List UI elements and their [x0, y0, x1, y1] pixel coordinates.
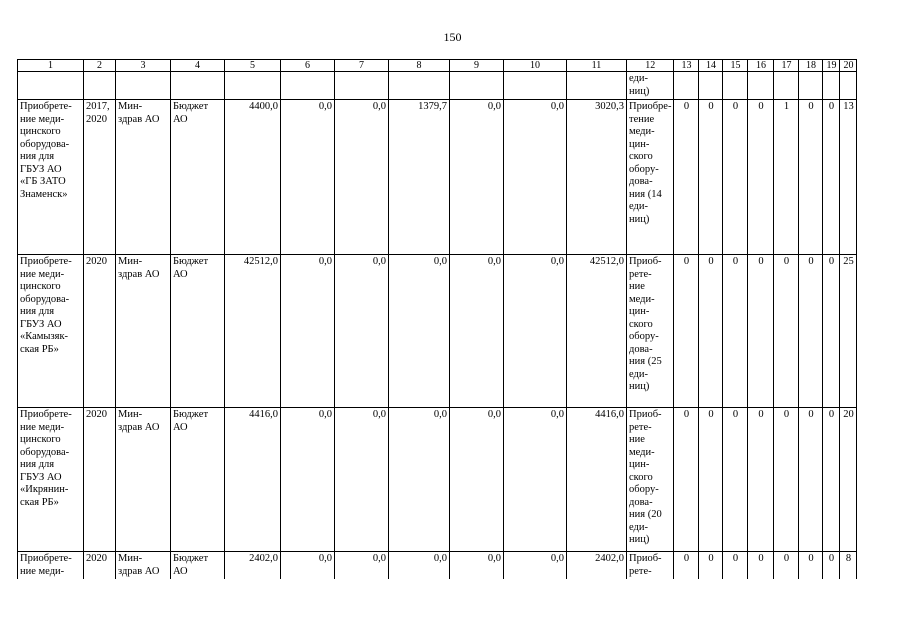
table-row: [18, 408, 857, 552]
column-header-7: 7: [335, 60, 389, 72]
cell-ind17: 0: [774, 255, 799, 408]
table-row: [18, 552, 857, 580]
cell-y2014: 0,0: [281, 408, 335, 552]
cell-y2020: 3020,3: [567, 100, 627, 255]
cell-executor: [116, 72, 171, 100]
cell-y2017: 0,0: [389, 552, 450, 580]
cell-y2018: 0,0: [450, 255, 504, 408]
cell-event-name: Приобрете- ние меди- цинского оборудова- ния для ГБУЗ АО «ГБ ЗАТО Знаменск»: [18, 100, 84, 255]
cell-ind18: [799, 72, 823, 100]
cell-result: Приоб- рете- ние меди- цин- ского обору- дова- ния (25 еди- ниц): [627, 255, 674, 408]
cell-y2019: [504, 72, 567, 100]
cell-event-name: Приобрете- ние меди- цинского оборудова- ния для ГБУЗ АО «Икрянин- ская РБ»: [18, 408, 84, 552]
column-header-14: 14: [699, 60, 723, 72]
cell-y2019: 0,0: [504, 255, 567, 408]
cell-event-name: Приобрете- ние меди- цинского оборудова- ния для ГБУЗ АО «Камызяк- ская РБ»: [18, 255, 84, 408]
cell-y2015: [335, 72, 389, 100]
cell-ind17: 0: [774, 552, 799, 580]
column-header-10: 10: [504, 60, 567, 72]
cell-y2019: 0,0: [504, 408, 567, 552]
cell-y2014: 0,0: [281, 255, 335, 408]
cell-ind13: 0: [674, 552, 699, 580]
column-header-19: 19: [823, 60, 840, 72]
cell-total: [225, 72, 281, 100]
cell-y2020: 2402,0: [567, 552, 627, 580]
cell-ind20: [840, 72, 857, 100]
column-header-12: 12: [627, 60, 674, 72]
cell-ind16: 0: [748, 408, 774, 552]
cell-executor: Мин- здрав АО: [116, 100, 171, 255]
table-body: [18, 60, 857, 580]
cell-executor: Мин- здрав АО: [116, 552, 171, 580]
column-header-17: 17: [774, 60, 799, 72]
cell-funding-source: Бюджет АО: [171, 408, 225, 552]
column-header-2: 2: [84, 60, 116, 72]
cell-y2017: [389, 72, 450, 100]
cell-funding-source: Бюджет АО: [171, 255, 225, 408]
cell-ind20: 13: [840, 100, 857, 255]
cell-ind19: 0: [823, 100, 840, 255]
cell-ind18: 0: [799, 100, 823, 255]
cell-ind14: 0: [699, 100, 723, 255]
table-row: [18, 255, 857, 408]
cell-y2018: 0,0: [450, 100, 504, 255]
column-header-20: 20: [840, 60, 857, 72]
column-header-15: 15: [723, 60, 748, 72]
cell-y2014: 0,0: [281, 100, 335, 255]
header-row: [18, 60, 857, 72]
cell-y2017: 1379,7: [389, 100, 450, 255]
column-header-3: 3: [116, 60, 171, 72]
cell-y2018: [450, 72, 504, 100]
cell-ind19: 0: [823, 255, 840, 408]
cell-funding-source: Бюджет АО: [171, 100, 225, 255]
page-number: 150: [443, 30, 462, 44]
cell-ind13: [674, 72, 699, 100]
cell-result: Приобре- тение меди- цин- ского обору- дова- ния (14 еди- ниц): [627, 100, 674, 255]
cell-y2014: [281, 72, 335, 100]
cell-ind16: 0: [748, 255, 774, 408]
cell-years: [84, 72, 116, 100]
cell-funding-source: [171, 72, 225, 100]
cell-total: 4416,0: [225, 408, 281, 552]
cell-ind15: 0: [723, 100, 748, 255]
cell-funding-source: Бюджет АО: [171, 552, 225, 580]
cell-ind16: 0: [748, 100, 774, 255]
cell-result: еди- ниц): [627, 72, 674, 100]
table-row: [18, 72, 857, 100]
column-header-18: 18: [799, 60, 823, 72]
column-header-1: 1: [18, 60, 84, 72]
cell-ind15: 0: [723, 408, 748, 552]
cell-total: 4400,0: [225, 100, 281, 255]
cell-ind14: 0: [699, 552, 723, 580]
cell-y2020: [567, 72, 627, 100]
cell-years: 2020: [84, 408, 116, 552]
cell-ind14: 0: [699, 255, 723, 408]
cell-ind14: 0: [699, 408, 723, 552]
cell-y2017: 0,0: [389, 255, 450, 408]
column-header-6: 6: [281, 60, 335, 72]
column-header-13: 13: [674, 60, 699, 72]
table-row: [18, 100, 857, 255]
cell-years: 2020: [84, 552, 116, 580]
cell-ind16: 0: [748, 552, 774, 580]
cell-ind19: 0: [823, 552, 840, 580]
cell-ind20: 8: [840, 552, 857, 580]
column-header-5: 5: [225, 60, 281, 72]
cell-ind18: 0: [799, 408, 823, 552]
cell-event-name: Приобрете- ние меди-: [18, 552, 84, 580]
cell-y2015: 0,0: [335, 255, 389, 408]
cell-ind18: 0: [799, 552, 823, 580]
cell-ind17: 1: [774, 100, 799, 255]
column-header-16: 16: [748, 60, 774, 72]
cell-ind17: [774, 72, 799, 100]
column-header-11: 11: [567, 60, 627, 72]
cell-y2014: 0,0: [281, 552, 335, 580]
cell-ind15: 0: [723, 552, 748, 580]
cell-event-name: [18, 72, 84, 100]
cell-total: 42512,0: [225, 255, 281, 408]
column-header-9: 9: [450, 60, 504, 72]
column-header-8: 8: [389, 60, 450, 72]
cell-y2017: 0,0: [389, 408, 450, 552]
cell-ind13: 0: [674, 100, 699, 255]
program-table: [17, 59, 857, 579]
cell-total: 2402,0: [225, 552, 281, 580]
cell-ind15: 0: [723, 255, 748, 408]
cell-y2019: 0,0: [504, 100, 567, 255]
cell-y2015: 0,0: [335, 552, 389, 580]
cell-ind13: 0: [674, 408, 699, 552]
cell-executor: Мин- здрав АО: [116, 408, 171, 552]
cell-executor: Мин- здрав АО: [116, 255, 171, 408]
cell-result: Приоб- рете- ние меди- цин- ского обору- дова- ния (20 еди- ниц): [627, 408, 674, 552]
cell-y2019: 0,0: [504, 552, 567, 580]
cell-ind19: [823, 72, 840, 100]
cell-ind16: [748, 72, 774, 100]
cell-y2018: 0,0: [450, 408, 504, 552]
cell-y2020: 42512,0: [567, 255, 627, 408]
cell-ind18: 0: [799, 255, 823, 408]
cell-ind17: 0: [774, 408, 799, 552]
cell-y2020: 4416,0: [567, 408, 627, 552]
cell-ind20: 20: [840, 408, 857, 552]
cell-years: 2017, 2020: [84, 100, 116, 255]
column-header-4: 4: [171, 60, 225, 72]
cell-ind14: [699, 72, 723, 100]
cell-y2018: 0,0: [450, 552, 504, 580]
cell-y2015: 0,0: [335, 100, 389, 255]
cell-ind20: 25: [840, 255, 857, 408]
cell-ind15: [723, 72, 748, 100]
cell-result: Приоб- рете-: [627, 552, 674, 580]
cell-y2015: 0,0: [335, 408, 389, 552]
cell-years: 2020: [84, 255, 116, 408]
cell-ind13: 0: [674, 255, 699, 408]
cell-ind19: 0: [823, 408, 840, 552]
